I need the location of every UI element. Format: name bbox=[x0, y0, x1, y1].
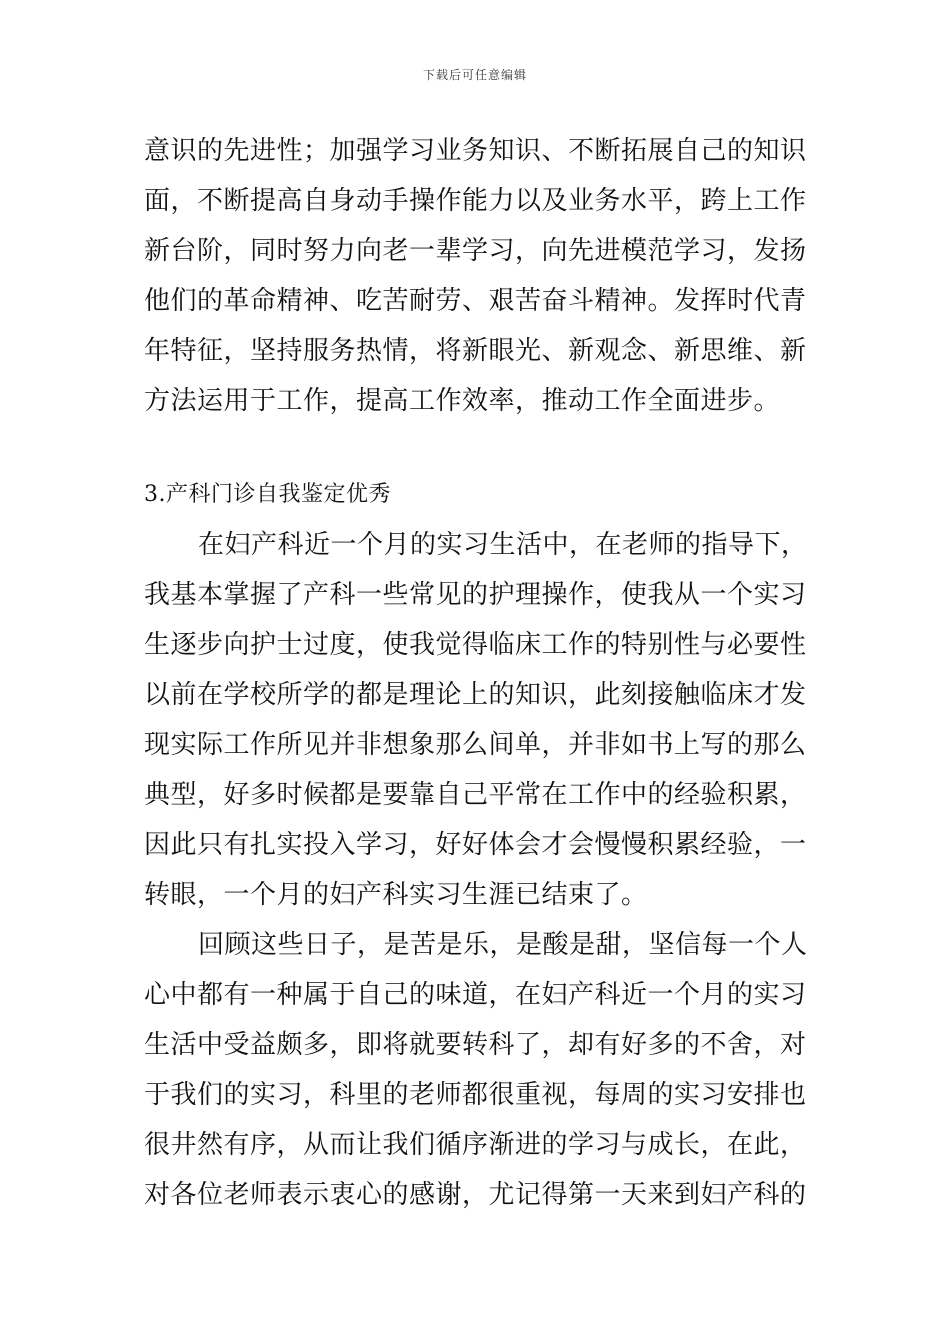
text-line: 面，不断提高自身动手操作能力以及业务水平，跨上工作 bbox=[144, 186, 807, 216]
text-line: 对各位老师表示衷心的感谢，尤记得第一天来到妇产科的 bbox=[144, 1180, 807, 1210]
text-line: 在妇产科近一个月的实习生活中，在老师的指导下， bbox=[198, 530, 808, 560]
text-line: 典型，好多时候都是要靠自己平常在工作中的经验积累， bbox=[144, 780, 807, 810]
paragraph-1 bbox=[144, 520, 814, 920]
paragraph-gap bbox=[144, 426, 814, 470]
text-line: 因此只有扎实投入学习，好好体会才会慢慢积累经验，一 bbox=[144, 830, 807, 860]
section-heading: 3.产科门诊自我鉴定优秀 bbox=[144, 482, 391, 507]
text-line: 生活中受益颇多，即将就要转科了，却有好多的不舍，对 bbox=[144, 1030, 807, 1060]
text-line: 现实际工作所见并非想象那么间单，并非如书上写的那么 bbox=[144, 730, 807, 760]
text-line: 他们的革命精神、吃苦耐劳、艰苦奋斗精神。发挥时代青 bbox=[144, 286, 807, 316]
page-header: 下载后可任意编辑 bbox=[422, 68, 527, 82]
text-line: 新台阶，同时努力向老一辈学习，向先进模范学习，发扬 bbox=[144, 236, 807, 266]
paragraph-2 bbox=[144, 920, 814, 1220]
text-line: 我基本掌握了产科一些常见的护理操作，使我从一个实习 bbox=[144, 580, 807, 610]
text-line: 方法运用于工作，提高工作效率，推动工作全面进步。 bbox=[144, 386, 781, 416]
text-line: 生逐步向护士过度，使我觉得临床工作的特别性与必要性 bbox=[144, 630, 807, 660]
text-line: 于我们的实习，科里的老师都很重视，每周的实习安排也 bbox=[144, 1080, 807, 1110]
text-line: 很井然有序，从而让我们循序渐进的学习与成长，在此， bbox=[144, 1130, 807, 1160]
text-line: 心中都有一种属于自己的味道，在妇产科近一个月的实习 bbox=[144, 980, 807, 1010]
text-line: 转眼，一个月的妇产科实习生涯已结束了。 bbox=[144, 880, 648, 910]
text-line: 回顾这些日子，是苦是乐，是酸是甜，坚信每一个人 bbox=[198, 930, 808, 960]
document-body bbox=[144, 126, 814, 1220]
paragraph-previous bbox=[144, 126, 814, 426]
text-line: 意识的先进性；加强学习业务知识、不断拓展自己的知识 bbox=[144, 136, 807, 166]
text-line: 年特征，坚持服务热情，将新眼光、新观念、新思维、新 bbox=[144, 336, 807, 366]
text-line: 以前在学校所学的都是理论上的知识，此刻接触临床才发 bbox=[144, 680, 807, 710]
